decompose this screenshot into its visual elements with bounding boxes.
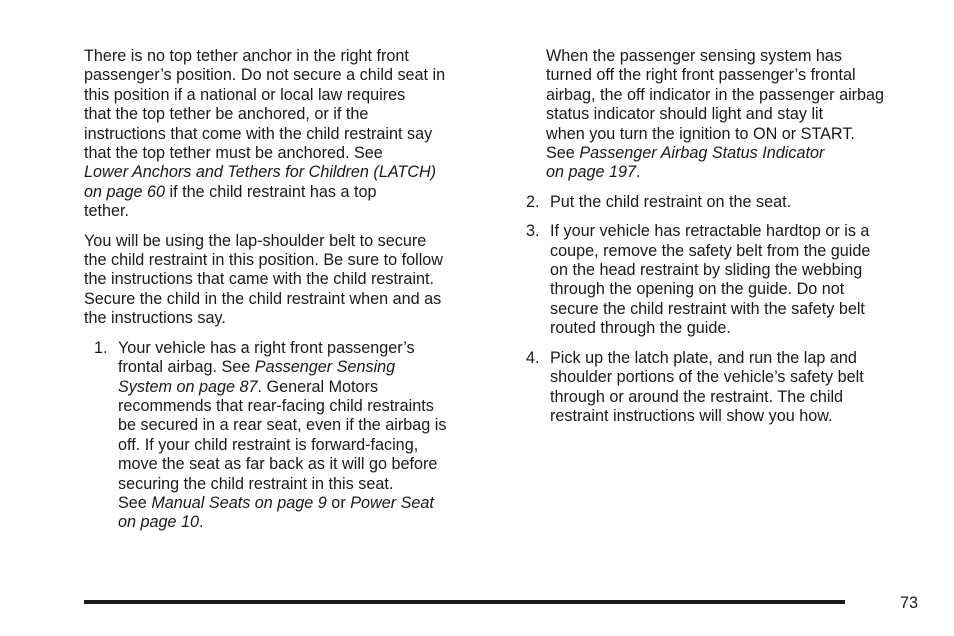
text-fragment: .	[636, 163, 641, 182]
text-line: on the head restraint by sliding the webbing	[550, 261, 863, 280]
list-number: 3.	[526, 222, 540, 241]
text-line: through or around the restraint. The child	[550, 387, 844, 406]
text-line: the child restraint in this position. Be sure to follow	[84, 251, 444, 270]
list-item-1	[84, 339, 494, 533]
footer-rule	[84, 600, 845, 604]
text-line: When the passenger sensing system has	[546, 47, 843, 65]
text-line: Secure the child in the child restraint when and as	[84, 289, 442, 308]
text-line: turned off the right front passenger’s frontal	[546, 66, 856, 85]
text-line: coupe, remove the safety belt from the guide	[550, 241, 871, 260]
text-fragment: See	[546, 144, 580, 163]
text-line: passenger’s position. Do not secure a child seat in	[84, 66, 446, 85]
text-line: the instructions say.	[84, 309, 226, 328]
right-column	[526, 47, 926, 436]
text-line: status indicator should light and stay lit	[546, 105, 824, 124]
airbag-status-page-reference: on page 197	[546, 163, 637, 182]
text-line: off. If your child restraint is forward-facing,	[118, 435, 419, 454]
list-item-4	[526, 349, 926, 427]
page-number: 73	[899, 594, 918, 612]
text-line: If your vehicle has retractable hardtop or is a	[550, 222, 870, 241]
text-line: routed through the guide.	[550, 319, 731, 338]
manual-seats-reference: Manual Seats on page 9	[151, 493, 327, 512]
text-line: secure the child restraint with the safety belt	[550, 299, 865, 318]
text-line: recommends that rear-facing child restraints	[118, 396, 434, 415]
left-column	[84, 47, 494, 543]
text-fragment: See	[118, 493, 152, 512]
text-line: that the top tether must be anchored. See	[84, 144, 383, 163]
text-line: There is no top tether anchor in the right front	[84, 47, 409, 65]
text-line: securing the child restraint in this seat.	[118, 474, 394, 493]
text-line: You will be using the lap-shoulder belt to secure	[84, 231, 427, 250]
paragraph-lap-shoulder-belt	[84, 232, 494, 329]
text-line: airbag, the off indicator in the passenger airbag	[546, 85, 885, 104]
text-fragment: if the child restraint has a top	[165, 182, 377, 201]
text-line: this position if a national or local law requires	[84, 85, 406, 104]
text-fragment: . General Motors	[257, 377, 379, 396]
power-seat-page-reference: on page 10	[118, 513, 200, 532]
text-line: move the seat as far back as it will go before	[118, 455, 438, 474]
latch-reference: Lower Anchors and Tethers for Children (LATCH)	[84, 163, 437, 182]
passenger-sensing-reference: Passenger Sensing	[254, 358, 396, 377]
text-line: be secured in a rear seat, even if the airbag is	[118, 416, 447, 435]
text-fragment: or	[326, 493, 351, 512]
text-line: Put the child restraint on the seat.	[550, 192, 792, 211]
list-item-3	[526, 222, 926, 338]
latch-page-reference: on page 60	[84, 182, 166, 201]
list-item-2	[526, 193, 926, 212]
text-line: Pick up the latch plate, and run the lap and	[550, 348, 857, 367]
text-line: through the opening on the guide. Do not	[550, 280, 845, 299]
list-number: 1.	[94, 338, 108, 357]
text-line: that the top tether be anchored, or if the	[84, 105, 369, 124]
text-line: instructions that come with the child restraint say	[84, 124, 433, 143]
airbag-status-indicator-reference: Passenger Airbag Status Indicator	[579, 144, 825, 163]
paragraph-top-tether	[84, 47, 494, 222]
text-line: Your vehicle has a right front passenger’s	[118, 338, 415, 357]
list-item-1-continuation	[526, 47, 926, 183]
text-line: tether.	[84, 202, 129, 221]
power-seat-reference: Power Seat	[350, 493, 434, 512]
text-line: the instructions that came with the child restraint.	[84, 270, 434, 289]
text-fragment: frontal airbag. See	[118, 358, 255, 377]
text-line: restraint instructions will show you how.	[550, 406, 833, 425]
list-number: 2.	[526, 192, 540, 211]
text-fragment: .	[199, 513, 204, 532]
list-number: 4.	[526, 348, 540, 367]
text-line: shoulder portions of the vehicle’s safety belt	[550, 368, 864, 387]
text-line: when you turn the ignition to ON or START.	[546, 124, 855, 143]
passenger-sensing-page-reference: System on page 87	[118, 377, 258, 396]
